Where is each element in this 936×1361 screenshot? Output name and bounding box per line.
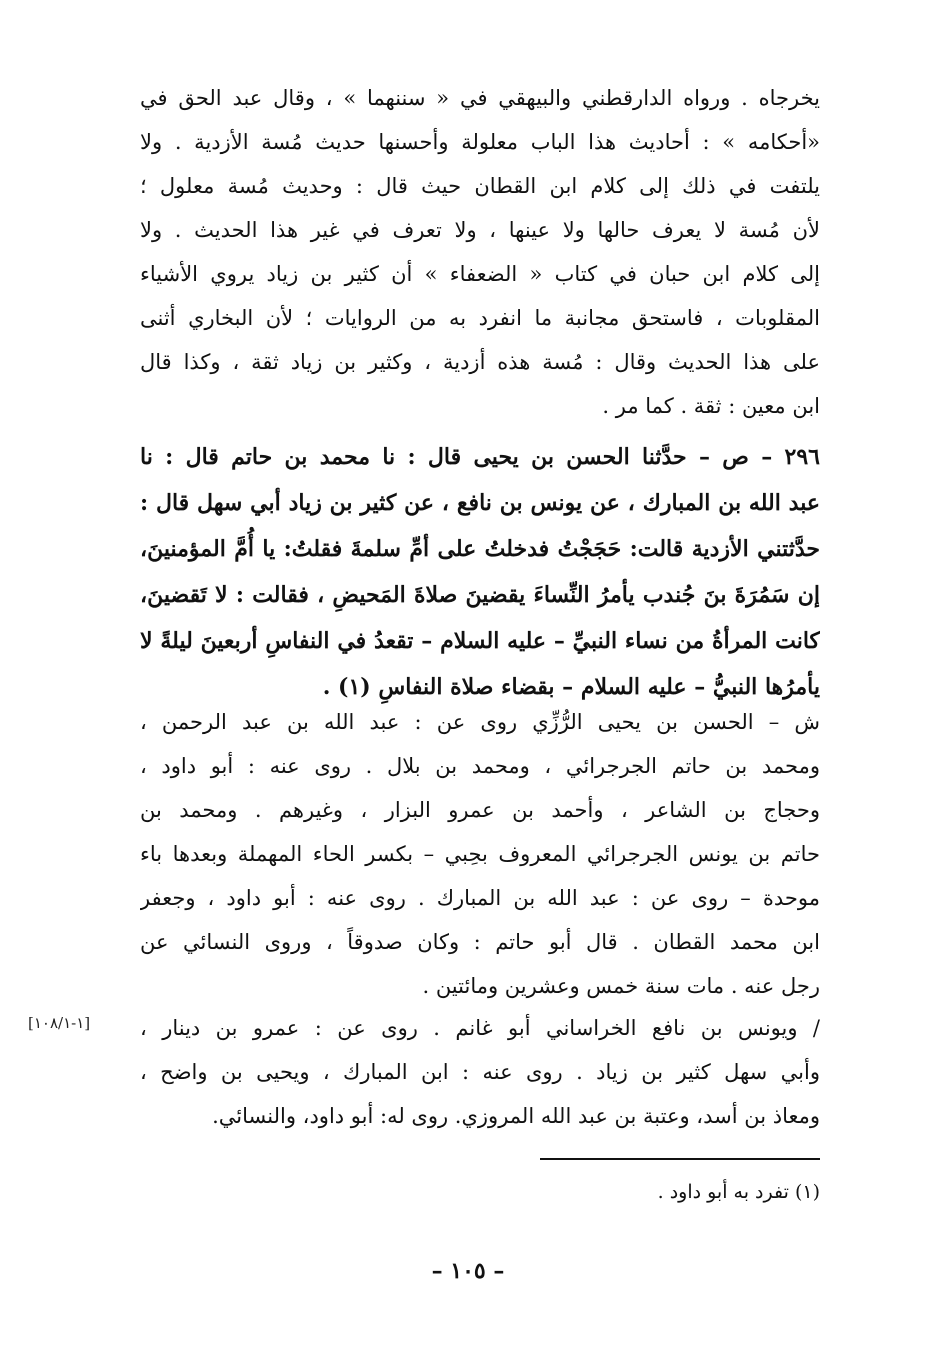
hadith-line: إن سَمُرَةَ بنَ جُندب يأمرُ النِّساءَ يقضينَ صلاةَ المَحيضِ ، فقالت : لا تَقضينَ، <box>140 582 820 608</box>
hadith-line: عبد الله بن المبارك ، عن يونس بن نافع ، عن كثير بن زياد أبي سهل قال : <box>140 490 820 516</box>
hadith-line: ٢٩٦ – ص – حدَّثنا الحسن بن يحيى قال : نا محمد بن حاتم قال : نا <box>140 444 820 470</box>
text-line: ابن محمد القطان . قال أبو حاتم : وكان صدوقاً ، وروى النسائي عن <box>140 930 820 954</box>
hadith-text <box>140 434 820 710</box>
text-line: وحجاج بن الشاعر ، وأحمد بن عمرو البزار ، وغيرهم . ومحمد بن <box>140 798 820 822</box>
paragraph-commentary-3 <box>140 1006 820 1138</box>
text-line: يخرجاه . ورواه الدارقطني والبيهقي في « سننهما » ، وقال عبد الحق في <box>140 86 820 110</box>
text-line: «أحكامه » : أحاديث هذا الباب معلولة وأحسنها حديث مُسة الأزدية . ولا <box>140 130 820 154</box>
margin-reference: [١-١٠٨/١] <box>28 1014 91 1032</box>
text-line: حاتم بن يونس الجرجرائي المعروف بحِبي – بكسر الحاء المهملة وبعدها باء <box>140 842 820 866</box>
text-line: إلى كلام ابن حبان في كتاب « الضعفاء » أن كثير بن زياد يروي الأشياء <box>140 262 820 286</box>
text-line: يلتفت في ذلك إلى كلام ابن القطان حيث قال : وحديث مُسة معلول ؛ <box>140 174 820 198</box>
footnote-separator <box>540 1158 820 1160</box>
hadith-line: حدَّثتني الأزدية قالت: حَجَجْتُ فدخلتُ على أمِّ سلمةَ فقلتُ: يا أُمَّ المؤمنينَ، <box>140 536 820 562</box>
text-line: لأن مُسة لا يعرف حالها ولا عينها ، ولا تعرف في غير هذا الحديث . ولا <box>140 218 820 242</box>
text-line: ابن معين : ثقة . كما مر . <box>602 394 820 418</box>
page-number: – ١٠٥ – <box>431 1258 505 1284</box>
text-line: ش – الحسن بن يحيى الرُّزِّي روى عن : عبد الله بن عبد الرحمن ، <box>140 710 820 734</box>
paragraph-commentary-2 <box>140 700 820 1008</box>
text-line: موحدة – روى عن : عبد الله بن المبارك . روى عنه : أبو داود ، وجعفر <box>140 886 820 910</box>
text-line: المقلوبات ، فاستحق مجانبة ما انفرد به من الروايات ؛ لأن البخاري أثنى <box>140 306 820 330</box>
footnote: (١) تفرد به أبو داود . <box>657 1181 820 1203</box>
hadith-line: يأمرُها النبيُّ – عليه السلام – بقضاء صلاة النفاسِ (١) . <box>322 674 820 700</box>
text-line: ومحمد بن حاتم الجرجرائي ، ومحمد بن بلال . روى عنه : أبو داود ، <box>140 754 820 778</box>
hadith-line: كانت المرأةُ من نساء النبيِّ – عليه السلام – تقعدُ في النفاسِ أربعينَ ليلةً لا <box>140 628 820 654</box>
text-line: وأبي سهل كثير بن زياد . روى عنه : ابن المبارك ، ويحيى بن واضح ، <box>140 1060 820 1084</box>
text-line: / ويونس بن نافع الخراساني أبو غانم . روى عن : عمرو بن دينار ، <box>140 1016 820 1040</box>
paragraph-commentary-1 <box>140 76 820 428</box>
text-line: على هذا الحديث وقال : مُسة هذه أزدية ، وكثير بن زياد ثقة ، وكذا قال <box>140 350 820 374</box>
text-line: رجل عنه . مات سنة خمس وعشرين ومائتين . <box>422 974 820 998</box>
text-line: ومعاذ بن أسد، وعتبة بن عبد الله المروزي. روى له: أبو داود، والنسائي. <box>212 1104 820 1128</box>
